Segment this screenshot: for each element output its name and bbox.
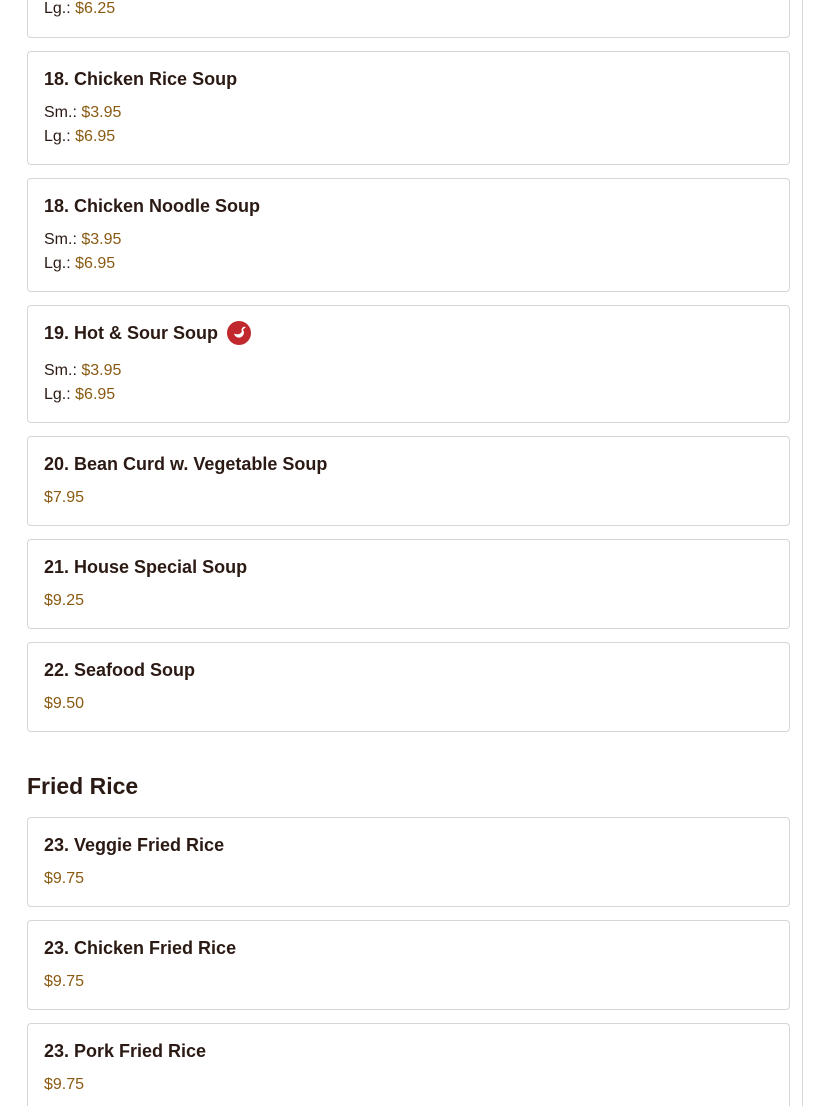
item-price: $6.95 <box>75 386 116 403</box>
menu-item-card[interactable] <box>27 1023 790 1106</box>
menu-item-card[interactable] <box>27 436 790 526</box>
item-price: $9.25 <box>44 592 85 609</box>
item-title: 20. Bean Curd w. Vegetable Soup <box>44 454 328 474</box>
item-title: 21. House Special Soup <box>44 557 248 577</box>
menu-item-card[interactable] <box>27 642 790 732</box>
item-title: 22. Seafood Soup <box>44 660 196 680</box>
item-title: 19. Hot & Sour Soup <box>44 322 219 343</box>
item-title: 23. Chicken Fried Rice <box>44 938 237 958</box>
price-row <box>44 870 84 888</box>
item-price: $3.95 <box>81 362 122 379</box>
item-price: $7.95 <box>44 489 85 506</box>
item-price: $3.95 <box>81 104 122 121</box>
item-title: 23. Veggie Fried Rice <box>44 835 225 855</box>
size-label: Lg.: <box>44 128 71 145</box>
menu-item-card[interactable] <box>27 817 790 907</box>
size-label: Lg.: <box>44 0 71 17</box>
item-price: $9.75 <box>44 973 85 990</box>
item-title-row <box>44 321 251 345</box>
small-price-row <box>44 104 121 122</box>
large-price-row <box>44 0 115 18</box>
large-price-row <box>44 255 115 273</box>
menu-item-card[interactable] <box>27 539 790 629</box>
price-row <box>44 973 84 991</box>
page-edge-divider <box>802 0 803 1106</box>
item-title: 23. Pork Fried Rice <box>44 1041 207 1061</box>
small-price-row <box>44 231 121 249</box>
item-title: 18. Chicken Rice Soup <box>44 69 238 89</box>
item-price: $9.75 <box>44 1076 85 1093</box>
item-price: $6.25 <box>75 0 116 17</box>
menu-item-card[interactable] <box>27 0 790 38</box>
item-price: $6.95 <box>75 255 116 272</box>
price-row <box>44 695 84 713</box>
price-row <box>44 489 84 507</box>
size-label: Sm.: <box>44 362 77 379</box>
large-price-row <box>44 386 115 404</box>
menu-item-card[interactable] <box>27 305 790 423</box>
section-heading-fried-rice: Fried Rice <box>27 773 139 799</box>
size-label: Sm.: <box>44 104 77 121</box>
price-row <box>44 592 84 610</box>
item-price: $9.50 <box>44 695 85 712</box>
price-row <box>44 1076 84 1094</box>
item-price: $9.75 <box>44 870 85 887</box>
menu-item-card[interactable] <box>27 178 790 292</box>
small-price-row <box>44 362 121 380</box>
size-label: Lg.: <box>44 255 71 272</box>
chili-pepper-icon <box>227 321 251 345</box>
menu-item-card[interactable] <box>27 51 790 165</box>
size-label: Sm.: <box>44 231 77 248</box>
item-title: 18. Chicken Noodle Soup <box>44 196 261 216</box>
item-price: $3.95 <box>81 231 122 248</box>
menu-item-card[interactable] <box>27 920 790 1010</box>
item-price: $6.95 <box>75 128 116 145</box>
large-price-row <box>44 128 115 146</box>
size-label: Lg.: <box>44 386 71 403</box>
